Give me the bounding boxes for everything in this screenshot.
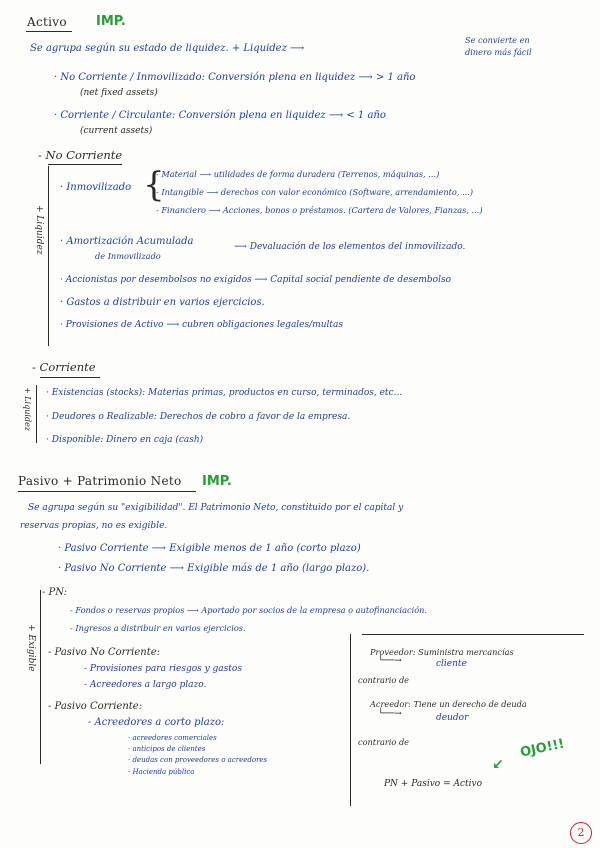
- pn-heading: - PN:: [42, 587, 68, 598]
- pc-heading: - Pasivo Corriente:: [48, 701, 143, 712]
- deudor-label: deudor: [436, 713, 469, 723]
- no-corriente-underline: [48, 164, 122, 165]
- page-number: 2: [570, 822, 592, 844]
- box-top-line: [362, 634, 584, 635]
- ojo-arrow-icon: ↙: [492, 757, 504, 773]
- acreedor-definition: Acreedor: Tiene un derecho de deuda: [370, 699, 527, 709]
- activo-intro-note-1: Se convierte en: [465, 35, 530, 45]
- pasivo-underline: [18, 491, 196, 492]
- activo-underline: [26, 31, 72, 32]
- disponible-line: · Disponible: Dinero en caja (cash): [46, 435, 204, 445]
- pn-ingresos-line: - Ingresos a distribuir en varios ejercicios.: [70, 623, 246, 633]
- inmovilizado-label: · Inmovilizado: [60, 182, 132, 193]
- existencias-line: · Existencias (stocks): Materias primas, productos en curso, terminados, etc...: [46, 388, 403, 398]
- contrario-label-1: contrario de: [358, 675, 410, 685]
- acreedor-arrow-icon: └──→: [378, 709, 402, 719]
- no-corriente-bracket: [48, 166, 49, 346]
- corriente-bracket: [36, 385, 37, 443]
- amortizacion-result: ⟶ Devaluación de los elementos del inmovilizado.: [234, 242, 466, 252]
- pc-sub-item-1: · acreedores comerciales: [128, 734, 217, 742]
- pasivo-corriente-line: · Pasivo Corriente ⟶ Exigible menos de 1 año (corto plazo): [58, 543, 361, 554]
- activo-intro-note-2: dinero más fácil: [465, 47, 532, 57]
- cliente-label: cliente: [436, 659, 467, 669]
- pasivo-bracket: [40, 590, 41, 764]
- pnc-acreedores-line: - Acreedores a largo plazo.: [84, 680, 207, 690]
- pnc-provisiones-line: - Provisiones para riesgos y gastos: [84, 664, 242, 674]
- accionistas-line: · Accionistas por desembolsos no exigidos ⟶ Capital social pendiente de desembolso: [60, 275, 451, 285]
- pasivo-intro-1: Se agrupa según su "exigibilidad". El Patrimonio Neto, constituido por el capital y: [28, 503, 404, 513]
- ojo-warning: OJO!!!: [518, 736, 566, 761]
- pasivo-intro-2: reservas propias, no es exigible.: [20, 521, 168, 531]
- pc-sub-item-3: · deudas con proveedores o acreedores: [128, 756, 268, 764]
- pn-fondos-line: - Fondos o reservas propios ⟶ Aportado por socios de la empresa o autofinanciación.: [70, 605, 428, 615]
- pc-sub-item-4: · Hacienda pública: [128, 768, 195, 776]
- pnc-heading: - Pasivo No Corriente:: [48, 647, 161, 658]
- side-liquidez-label: + Liquidez: [34, 205, 44, 255]
- pasivo-no-corriente-line: · Pasivo No Corriente ⟶ Exigible más de 1 año (largo plazo).: [58, 563, 370, 574]
- deudores-line: · Deudores o Realizable: Derechos de cobro a favor de la empresa.: [46, 412, 351, 422]
- corriente-english: (current assets): [80, 126, 153, 136]
- activo-imp-label: IMP.: [96, 14, 126, 29]
- activo-intro: Se agrupa según su estado de liquidez. + Liquidez ⟶: [30, 43, 305, 54]
- amortizacion-line-1: · Amortización Acumulada: [60, 236, 194, 247]
- inmovilizado-brace: {: [143, 165, 165, 205]
- pasivo-title: Pasivo + Patrimonio Neto: [18, 474, 182, 488]
- corriente-underline: [40, 377, 100, 378]
- side-liquidez-label-2: + Liquidez: [23, 387, 32, 432]
- corriente-line: · Corriente / Circulante: Conversión plena en liquidez ⟶ < 1 año: [54, 110, 386, 121]
- corriente-heading: - Corriente: [32, 360, 96, 374]
- pasivo-imp-label: IMP.: [202, 474, 232, 489]
- box-left-line: [350, 634, 351, 806]
- inmovilizado-intangible: - Intangible ⟶ derechos con valor económico (Software, arrendamiento, ...): [156, 187, 474, 197]
- pc-acreedores-line: - Acreedores a corto plazo:: [88, 717, 225, 728]
- gastos-line: · Gastos a distribuir en varios ejercicios.: [60, 297, 265, 308]
- side-exigible-label: + Exigible: [26, 624, 36, 672]
- provisiones-activo-line: · Provisiones de Activo ⟶ cubren obligaciones legales/multas: [60, 320, 343, 330]
- inmovilizado-material: - Material ⟶ utilidades de forma duradera (Terrenos, máquinas, ...): [156, 169, 440, 179]
- no-corriente-heading: - No Corriente: [38, 148, 123, 162]
- inmovilizado-financiero: - Financiero ⟶ Acciones, bonos o préstamos. (Cartera de Valores, Fianzas, ...): [156, 205, 483, 215]
- amortizacion-line-2: de Inmovilizado: [95, 251, 161, 261]
- balance-formula: PN + Pasivo = Activo: [384, 779, 483, 789]
- activo-title: Activo: [27, 15, 67, 29]
- contrario-label-2: contrario de: [358, 737, 410, 747]
- proveedor-definition: Proveedor: Suministra mercancías: [370, 647, 514, 657]
- no-corriente-english: (net fixed assets): [80, 88, 158, 98]
- pc-sub-item-2: · anticipos de clientes: [128, 745, 206, 753]
- proveedor-arrow-icon: └──→: [378, 656, 402, 666]
- no-corriente-line: · No Corriente / Inmovilizado: Conversión plena en liquidez ⟶ > 1 año: [54, 72, 416, 83]
